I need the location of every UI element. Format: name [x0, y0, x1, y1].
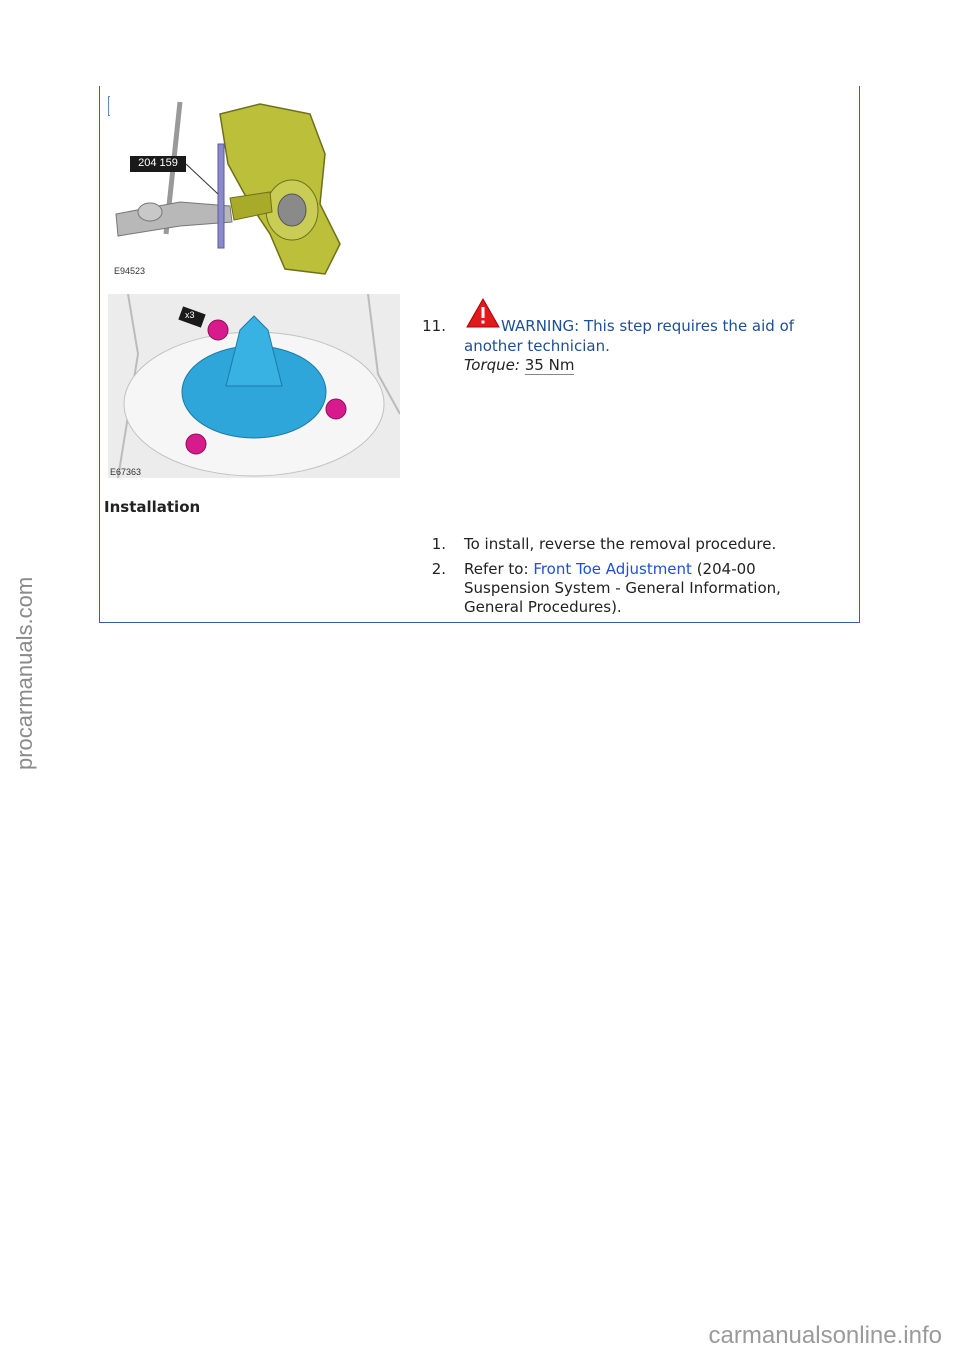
tool-label: 204 159 [138, 157, 178, 169]
warning-text: another technician. [464, 337, 610, 355]
quantity-badge: x3 [185, 310, 195, 320]
refer-suffix: (204-00 [691, 560, 756, 578]
front-toe-adjustment-link[interactable]: Front Toe Adjustment [533, 560, 692, 578]
step-number: 11. [422, 317, 446, 335]
torque-spec [464, 355, 574, 375]
figure-id: E94523 [114, 266, 146, 276]
refer-prefix: Refer to: [464, 560, 534, 578]
figure-id: E67363 [110, 467, 142, 477]
step-text: General Procedures). [464, 598, 622, 616]
step-text [464, 559, 756, 579]
strut-mount-illustration [108, 294, 400, 478]
warning-text: WARNING: This step requires the aid of [501, 317, 795, 335]
side-watermark: procarmanuals.com [12, 576, 37, 770]
torque-value: 35 Nm [524, 356, 575, 374]
knuckle-illustration [110, 94, 350, 282]
step-number: 2. [431, 560, 446, 578]
warning-icon [466, 298, 500, 332]
bottom-watermark: carmanualsonline.info [708, 1322, 942, 1349]
step-text: To install, reverse the removal procedure. [464, 535, 777, 553]
section-heading: Installation [104, 498, 201, 516]
step-number: 1. [431, 535, 446, 553]
torque-label: Torque: [464, 356, 520, 374]
procedure-frame [99, 86, 860, 623]
step-text: Suspension System - General Information, [464, 579, 781, 597]
